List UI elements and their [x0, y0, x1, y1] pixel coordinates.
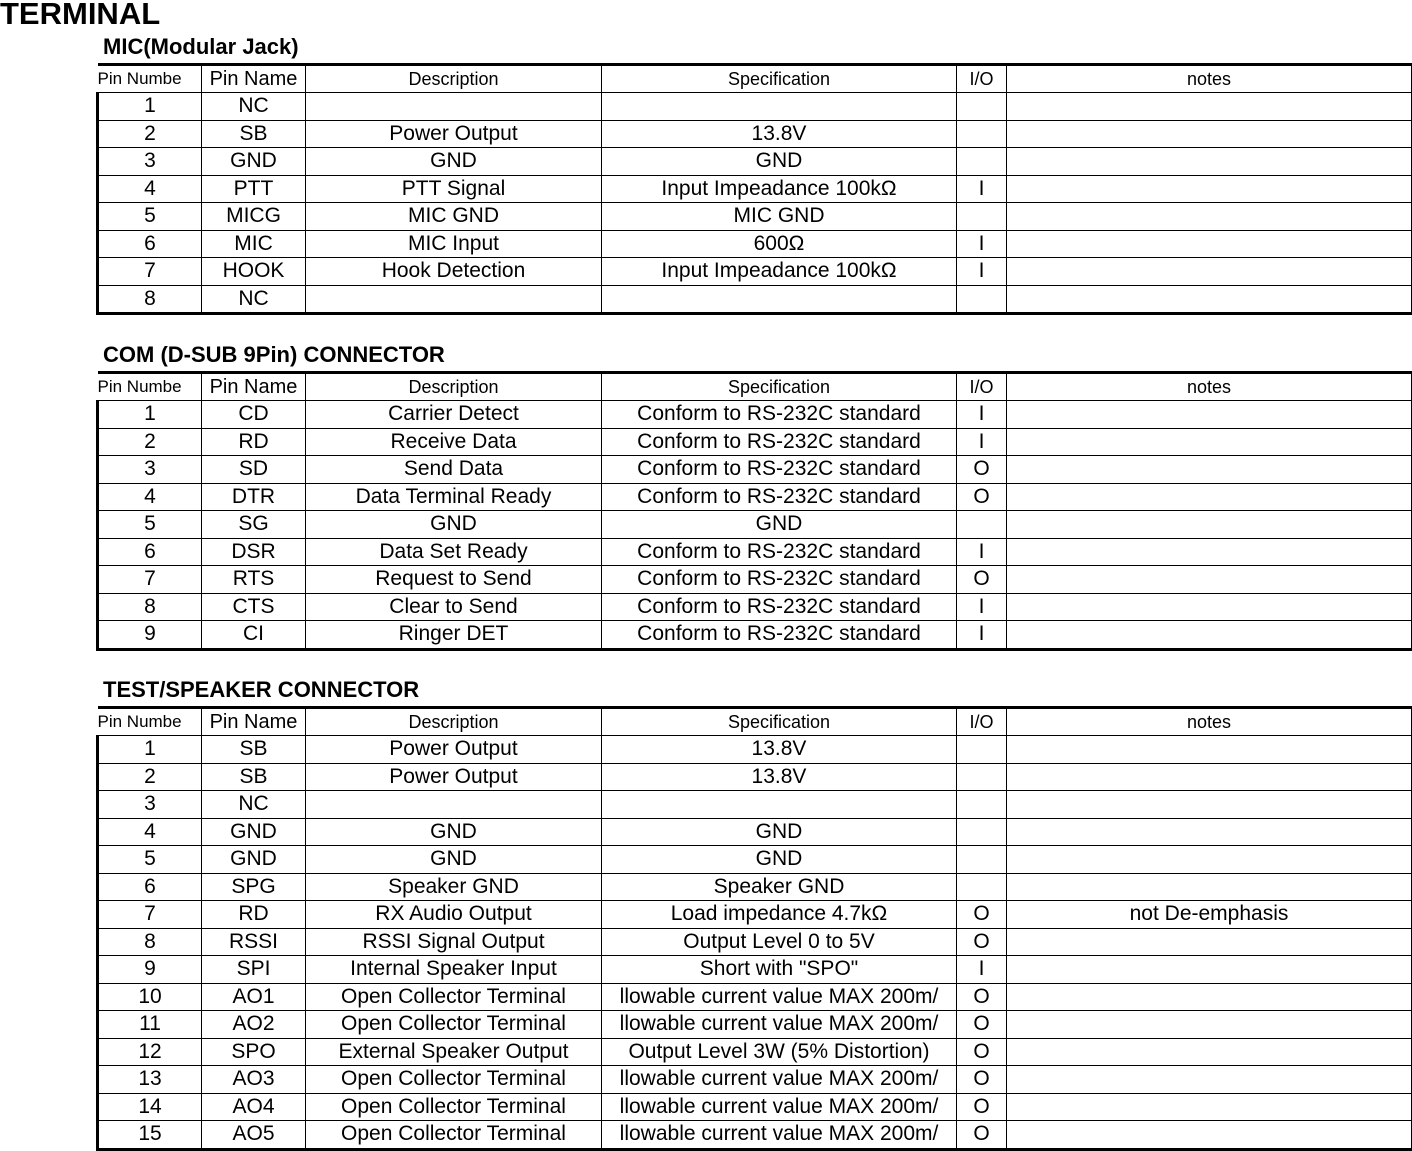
pin-number-cell: 6 — [98, 873, 202, 901]
page-title: TERMINAL — [0, 0, 160, 32]
description-header: Description — [306, 373, 602, 401]
pin-number-header: Pin Numbe — [98, 708, 202, 736]
pin-name-cell: AO2 — [202, 1011, 306, 1039]
pin-name-cell: CD — [202, 401, 306, 429]
pin-number-cell: 2 — [98, 763, 202, 791]
table-row — [98, 285, 1412, 314]
specification-cell: Short with "SPO" — [602, 956, 957, 984]
specification-header: Specification — [602, 65, 957, 93]
notes-cell — [1007, 1011, 1412, 1039]
section-title: COM (D-SUB 9Pin) CONNECTOR — [103, 342, 445, 368]
pin-number-cell: 8 — [98, 928, 202, 956]
pin-number-cell: 14 — [98, 1093, 202, 1121]
io-cell: O — [957, 483, 1007, 511]
table-row — [98, 203, 1412, 231]
notes-cell — [1007, 203, 1412, 231]
notes-cell — [1007, 285, 1412, 314]
pin-name-cell: CI — [202, 621, 306, 650]
pin-name-cell: SB — [202, 736, 306, 764]
description-header: Description — [306, 708, 602, 736]
table-row — [98, 258, 1412, 286]
pin-number-cell: 6 — [98, 538, 202, 566]
pin-number-cell: 7 — [98, 258, 202, 286]
pin-name-cell: SPG — [202, 873, 306, 901]
pin-number-header: Pin Numbe — [98, 373, 202, 401]
notes-cell — [1007, 456, 1412, 484]
io-cell — [957, 818, 1007, 846]
description-cell: Clear to Send — [306, 593, 602, 621]
table-row — [98, 566, 1412, 594]
description-cell: External Speaker Output — [306, 1038, 602, 1066]
notes-cell — [1007, 511, 1412, 539]
table-row — [98, 230, 1412, 258]
specification-cell: Conform to RS-232C standard — [602, 566, 957, 594]
pin-number-cell: 11 — [98, 1011, 202, 1039]
notes-cell — [1007, 230, 1412, 258]
io-cell: O — [957, 566, 1007, 594]
specification-cell: 600Ω — [602, 230, 957, 258]
notes-cell — [1007, 538, 1412, 566]
notes-cell — [1007, 846, 1412, 874]
pin-name-cell: AO4 — [202, 1093, 306, 1121]
description-cell: Data Set Ready — [306, 538, 602, 566]
notes-cell — [1007, 983, 1412, 1011]
table-row — [98, 120, 1412, 148]
pin-name-cell: RD — [202, 428, 306, 456]
specification-cell: GND — [602, 511, 957, 539]
notes-cell — [1007, 1121, 1412, 1150]
io-cell: I — [957, 956, 1007, 984]
table-row — [98, 928, 1412, 956]
pin-name-cell: HOOK — [202, 258, 306, 286]
notes-header: notes — [1007, 708, 1412, 736]
pin-name-header: Pin Name — [202, 708, 306, 736]
io-cell — [957, 873, 1007, 901]
notes-cell — [1007, 566, 1412, 594]
specification-cell: Input Impeadance 100kΩ — [602, 258, 957, 286]
description-cell: Ringer DET — [306, 621, 602, 650]
notes-cell — [1007, 956, 1412, 984]
description-cell: RSSI Signal Output — [306, 928, 602, 956]
specification-cell: 13.8V — [602, 763, 957, 791]
table-row — [98, 818, 1412, 846]
pin-name-cell: RTS — [202, 566, 306, 594]
table-row — [98, 901, 1412, 929]
pin-table — [96, 706, 1412, 1151]
notes-cell — [1007, 483, 1412, 511]
pin-number-cell: 6 — [98, 230, 202, 258]
pin-number-cell: 4 — [98, 818, 202, 846]
pin-name-cell: SB — [202, 120, 306, 148]
table-row — [98, 428, 1412, 456]
pin-name-cell: SG — [202, 511, 306, 539]
io-cell — [957, 511, 1007, 539]
notes-cell — [1007, 428, 1412, 456]
description-cell — [306, 285, 602, 314]
notes-cell — [1007, 175, 1412, 203]
pin-name-cell: GND — [202, 846, 306, 874]
pin-number-cell: 3 — [98, 148, 202, 176]
specification-cell: llowable current value MAX 200m/ — [602, 1066, 957, 1094]
table-row — [98, 148, 1412, 176]
table-row — [98, 593, 1412, 621]
specification-cell: 13.8V — [602, 120, 957, 148]
description-cell: Open Collector Terminal — [306, 1121, 602, 1150]
io-header: I/O — [957, 708, 1007, 736]
pin-number-cell: 4 — [98, 175, 202, 203]
description-cell: RX Audio Output — [306, 901, 602, 929]
specification-cell: Conform to RS-232C standard — [602, 538, 957, 566]
notes-cell — [1007, 873, 1412, 901]
pin-number-cell: 10 — [98, 983, 202, 1011]
table-row — [98, 1038, 1412, 1066]
pin-name-cell: AO1 — [202, 983, 306, 1011]
io-cell: O — [957, 901, 1007, 929]
pin-name-cell: SD — [202, 456, 306, 484]
io-cell: I — [957, 230, 1007, 258]
table-row — [98, 956, 1412, 984]
notes-cell — [1007, 258, 1412, 286]
notes-cell — [1007, 593, 1412, 621]
io-header: I/O — [957, 65, 1007, 93]
table-row — [98, 401, 1412, 429]
specification-cell: Conform to RS-232C standard — [602, 401, 957, 429]
pin-name-cell: NC — [202, 791, 306, 819]
specification-cell: MIC GND — [602, 203, 957, 231]
table-row — [98, 873, 1412, 901]
pin-number-cell: 1 — [98, 93, 202, 121]
pin-name-cell: SB — [202, 763, 306, 791]
table-row — [98, 93, 1412, 121]
section-title: MIC(Modular Jack) — [103, 34, 299, 60]
description-cell — [306, 791, 602, 819]
notes-header: notes — [1007, 65, 1412, 93]
io-cell — [957, 203, 1007, 231]
table-row — [98, 621, 1412, 650]
io-cell: I — [957, 593, 1007, 621]
pin-name-cell: RSSI — [202, 928, 306, 956]
description-cell: Carrier Detect — [306, 401, 602, 429]
notes-cell — [1007, 763, 1412, 791]
specification-header: Specification — [602, 708, 957, 736]
pin-name-cell: DSR — [202, 538, 306, 566]
description-cell: GND — [306, 511, 602, 539]
description-cell — [306, 93, 602, 121]
io-cell: I — [957, 538, 1007, 566]
pin-name-cell: AO3 — [202, 1066, 306, 1094]
notes-cell — [1007, 818, 1412, 846]
io-cell: O — [957, 1093, 1007, 1121]
pin-number-cell: 9 — [98, 956, 202, 984]
io-cell: O — [957, 1066, 1007, 1094]
description-cell: Power Output — [306, 763, 602, 791]
description-cell: Open Collector Terminal — [306, 1093, 602, 1121]
table-row — [98, 1093, 1412, 1121]
table-row — [98, 763, 1412, 791]
notes-cell — [1007, 736, 1412, 764]
pin-number-cell: 3 — [98, 791, 202, 819]
pin-name-cell: PTT — [202, 175, 306, 203]
description-cell: Data Terminal Ready — [306, 483, 602, 511]
notes-header: notes — [1007, 373, 1412, 401]
pin-number-cell: 2 — [98, 428, 202, 456]
specification-cell: llowable current value MAX 200m/ — [602, 1011, 957, 1039]
specification-cell: GND — [602, 148, 957, 176]
specification-cell — [602, 285, 957, 314]
specification-header: Specification — [602, 373, 957, 401]
table-row — [98, 511, 1412, 539]
pin-name-cell: SPO — [202, 1038, 306, 1066]
notes-cell — [1007, 93, 1412, 121]
io-cell: I — [957, 428, 1007, 456]
notes-cell — [1007, 1093, 1412, 1121]
table-row — [98, 175, 1412, 203]
io-cell: O — [957, 1121, 1007, 1150]
specification-cell: Input Impeadance 100kΩ — [602, 175, 957, 203]
specification-cell: Conform to RS-232C standard — [602, 593, 957, 621]
description-cell: Send Data — [306, 456, 602, 484]
specification-cell — [602, 93, 957, 121]
header-row — [98, 373, 1412, 401]
pin-number-cell: 1 — [98, 736, 202, 764]
section-title: TEST/SPEAKER CONNECTOR — [103, 677, 419, 703]
notes-cell — [1007, 148, 1412, 176]
pin-number-cell: 9 — [98, 621, 202, 650]
description-cell: Hook Detection — [306, 258, 602, 286]
pin-number-cell: 5 — [98, 846, 202, 874]
notes-cell — [1007, 120, 1412, 148]
pin-name-cell: CTS — [202, 593, 306, 621]
specification-cell: Conform to RS-232C standard — [602, 456, 957, 484]
pin-name-cell: DTR — [202, 483, 306, 511]
specification-cell: Output Level 0 to 5V — [602, 928, 957, 956]
pin-number-cell: 4 — [98, 483, 202, 511]
pin-name-cell: NC — [202, 93, 306, 121]
specification-cell: llowable current value MAX 200m/ — [602, 1121, 957, 1150]
io-cell — [957, 120, 1007, 148]
io-cell: I — [957, 175, 1007, 203]
specification-cell: llowable current value MAX 200m/ — [602, 983, 957, 1011]
table-row — [98, 483, 1412, 511]
io-cell — [957, 846, 1007, 874]
pin-name-header: Pin Name — [202, 373, 306, 401]
pin-number-cell: 5 — [98, 203, 202, 231]
pin-number-cell: 12 — [98, 1038, 202, 1066]
pin-name-cell: GND — [202, 148, 306, 176]
description-cell: Internal Speaker Input — [306, 956, 602, 984]
notes-cell — [1007, 1038, 1412, 1066]
pin-name-cell: MICG — [202, 203, 306, 231]
description-cell: GND — [306, 818, 602, 846]
io-cell: O — [957, 928, 1007, 956]
description-cell: Receive Data — [306, 428, 602, 456]
pin-number-cell: 15 — [98, 1121, 202, 1150]
notes-cell — [1007, 791, 1412, 819]
pin-number-cell: 8 — [98, 593, 202, 621]
pin-number-cell: 8 — [98, 285, 202, 314]
description-cell: Power Output — [306, 120, 602, 148]
io-cell — [957, 736, 1007, 764]
header-row — [98, 708, 1412, 736]
specification-cell: Conform to RS-232C standard — [602, 428, 957, 456]
table-row — [98, 846, 1412, 874]
pin-name-cell: RD — [202, 901, 306, 929]
io-cell: O — [957, 1038, 1007, 1066]
pin-number-cell: 13 — [98, 1066, 202, 1094]
io-cell — [957, 93, 1007, 121]
table-row — [98, 456, 1412, 484]
description-cell: Open Collector Terminal — [306, 1011, 602, 1039]
specification-cell: 13.8V — [602, 736, 957, 764]
description-cell: GND — [306, 148, 602, 176]
specification-cell: Speaker GND — [602, 873, 957, 901]
pin-name-cell: MIC — [202, 230, 306, 258]
pin-table — [96, 371, 1412, 651]
pin-number-cell: 2 — [98, 120, 202, 148]
io-cell — [957, 791, 1007, 819]
header-row — [98, 65, 1412, 93]
specification-cell: Load impedance 4.7kΩ — [602, 901, 957, 929]
pin-name-cell: AO5 — [202, 1121, 306, 1150]
notes-cell — [1007, 401, 1412, 429]
specification-cell: Conform to RS-232C standard — [602, 621, 957, 650]
io-cell: I — [957, 258, 1007, 286]
io-cell: O — [957, 983, 1007, 1011]
specification-cell: Conform to RS-232C standard — [602, 483, 957, 511]
table-row — [98, 1066, 1412, 1094]
notes-cell — [1007, 928, 1412, 956]
pin-number-cell: 7 — [98, 901, 202, 929]
description-cell: Open Collector Terminal — [306, 983, 602, 1011]
io-cell: I — [957, 621, 1007, 650]
specification-cell: GND — [602, 846, 957, 874]
pin-number-cell: 3 — [98, 456, 202, 484]
description-cell: Power Output — [306, 736, 602, 764]
table-row — [98, 983, 1412, 1011]
io-cell: I — [957, 401, 1007, 429]
specification-cell: Output Level 3W (5% Distortion) — [602, 1038, 957, 1066]
table-row — [98, 736, 1412, 764]
io-cell: O — [957, 1011, 1007, 1039]
specification-cell — [602, 791, 957, 819]
description-header: Description — [306, 65, 602, 93]
notes-cell — [1007, 621, 1412, 650]
io-cell — [957, 763, 1007, 791]
description-cell: MIC GND — [306, 203, 602, 231]
notes-cell — [1007, 1066, 1412, 1094]
io-header: I/O — [957, 373, 1007, 401]
description-cell: MIC Input — [306, 230, 602, 258]
pin-number-cell: 7 — [98, 566, 202, 594]
description-cell: Speaker GND — [306, 873, 602, 901]
description-cell: GND — [306, 846, 602, 874]
notes-cell: not De-emphasis — [1007, 901, 1412, 929]
pin-number-cell: 5 — [98, 511, 202, 539]
pin-number-header: Pin Numbe — [98, 65, 202, 93]
pin-name-cell: SPI — [202, 956, 306, 984]
pin-number-cell: 1 — [98, 401, 202, 429]
table-row — [98, 791, 1412, 819]
pin-name-cell: GND — [202, 818, 306, 846]
io-cell — [957, 285, 1007, 314]
io-cell — [957, 148, 1007, 176]
pin-name-cell: NC — [202, 285, 306, 314]
table-row — [98, 1011, 1412, 1039]
pin-name-header: Pin Name — [202, 65, 306, 93]
specification-cell: GND — [602, 818, 957, 846]
description-cell: Request to Send — [306, 566, 602, 594]
pin-table — [96, 63, 1412, 315]
table-row — [98, 538, 1412, 566]
io-cell: O — [957, 456, 1007, 484]
specification-cell: llowable current value MAX 200m/ — [602, 1093, 957, 1121]
description-cell: Open Collector Terminal — [306, 1066, 602, 1094]
description-cell: PTT Signal — [306, 175, 602, 203]
table-row — [98, 1121, 1412, 1150]
